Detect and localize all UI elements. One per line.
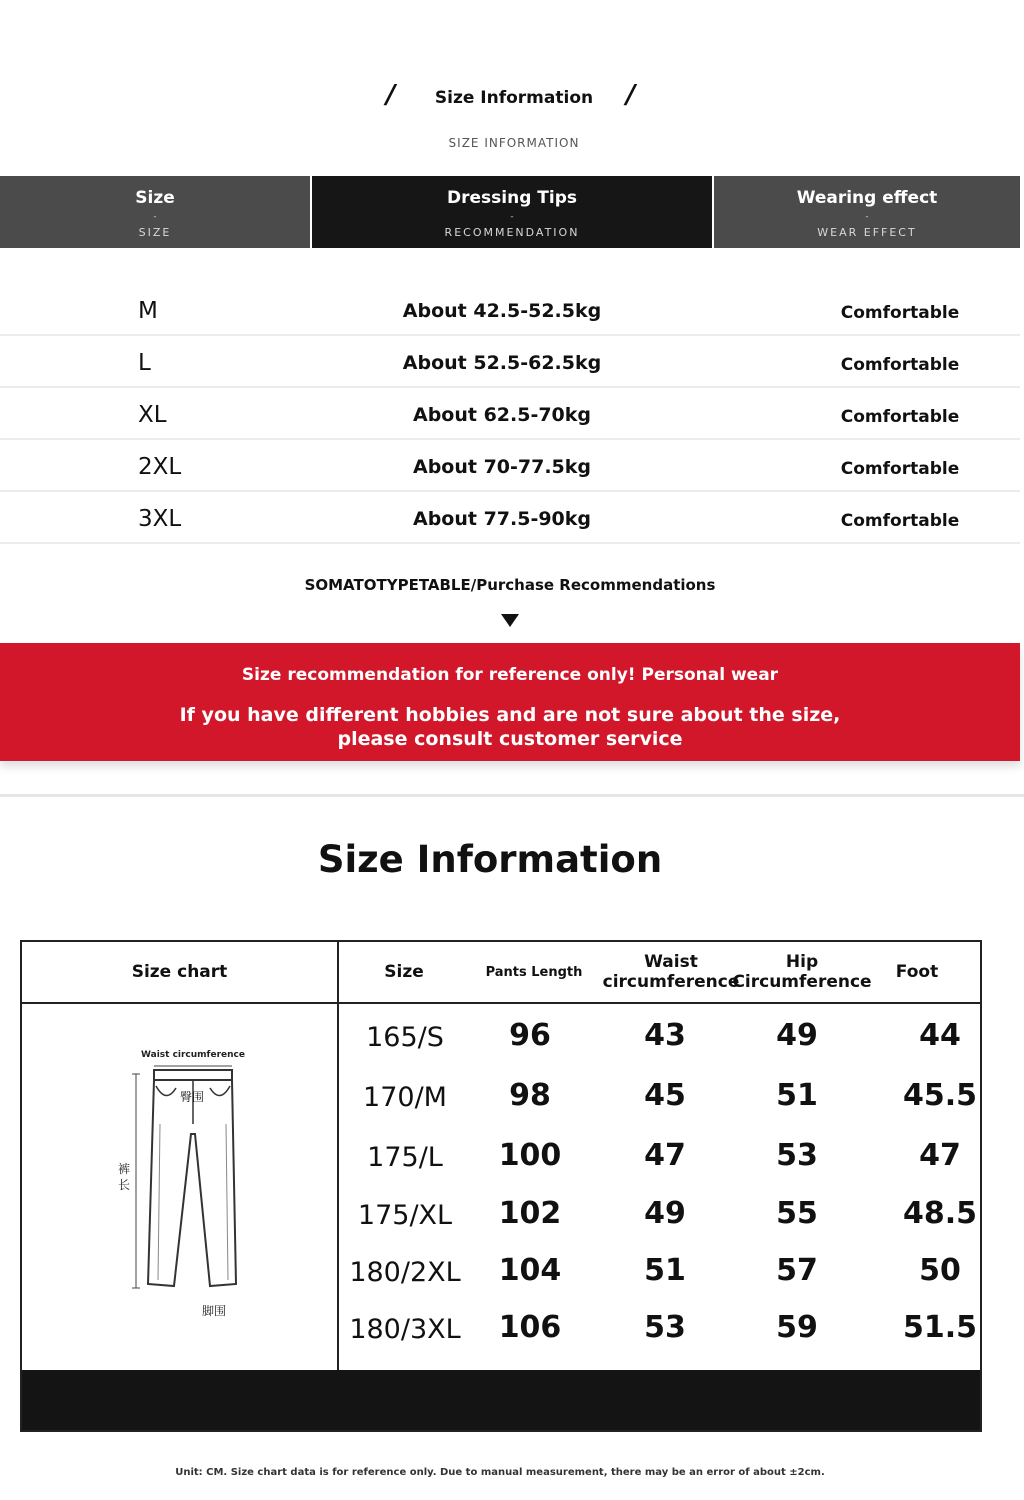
cell-length: 104 [498, 1253, 562, 1288]
banner-line-2b: please consult customer service [337, 728, 683, 750]
row-size: L [138, 350, 151, 376]
notice-banner [0, 643, 1020, 761]
somatotype-caption: SOMATOTYPETABLE/Purchase Recommendations [304, 576, 716, 594]
banner-line-2 [0, 703, 1020, 751]
row-size: M [138, 298, 158, 324]
th-size: Size [384, 962, 424, 982]
down-arrow-icon [501, 614, 519, 627]
cell-waist: 49 [644, 1196, 686, 1231]
cell-hip: 53 [776, 1138, 818, 1173]
cell-size: 170/M [363, 1082, 447, 1113]
row-weight: About 42.5-52.5kg [402, 300, 602, 322]
row-weight: About 62.5-70kg [412, 404, 592, 426]
header-size-dash: - [153, 212, 157, 222]
length-label-2: 长 [118, 1178, 131, 1192]
banner-line-2a: If you have different hobbies and are not sure about the size, [179, 704, 841, 726]
recommendation-row [0, 492, 1020, 544]
banner-line-1: Size recommendation for reference only! Personal wear [241, 665, 779, 685]
pants-diagram [118, 1050, 268, 1330]
size-data-row [340, 1298, 980, 1356]
cell-foot: 48.5 [902, 1196, 978, 1231]
waist-circumference-label: Waist circumference [141, 1050, 245, 1060]
hip-label: 臀围 [180, 1090, 205, 1104]
header-dressing-tips-dash: - [510, 212, 514, 222]
header-size-title: Size [135, 188, 175, 208]
row-effect: Comfortable [840, 355, 960, 375]
top-title: Size Information [434, 88, 594, 108]
table-footer-bar [22, 1370, 980, 1430]
header-size [0, 176, 310, 248]
row-size: XL [138, 402, 167, 428]
column-divider [337, 942, 339, 1370]
header-divider [22, 1002, 980, 1004]
recommendation-row [0, 336, 1020, 388]
th-size-chart: Size chart [131, 962, 228, 982]
cell-length: 102 [498, 1196, 562, 1231]
cell-size: 180/2XL [349, 1257, 461, 1288]
size-table [20, 940, 982, 1432]
recommendation-row [0, 284, 1020, 336]
top-heading [0, 0, 1024, 175]
cell-hip: 49 [776, 1018, 818, 1053]
header-wearing-effect-title: Wearing effect [796, 188, 938, 208]
th-foot: Foot [895, 962, 939, 982]
row-weight: About 70-77.5kg [412, 456, 592, 478]
size-information-title: Size Information [317, 838, 663, 881]
row-effect: Comfortable [840, 459, 960, 479]
header-wearing-effect [714, 176, 1020, 248]
header-dressing-tips-sub: RECOMMENDATION [444, 226, 580, 239]
cell-foot: 44 [919, 1018, 961, 1053]
header-size-sub: SIZE [138, 226, 172, 239]
cell-length: 100 [498, 1138, 562, 1173]
cell-waist: 43 [644, 1018, 686, 1053]
cell-hip: 55 [776, 1196, 818, 1231]
cell-length: 106 [498, 1310, 562, 1345]
row-effect: Comfortable [840, 511, 960, 531]
cell-size: 175/L [367, 1142, 443, 1173]
th-waist-line2: circumference [602, 972, 740, 992]
header-wearing-effect-dash: - [865, 212, 869, 222]
cell-hip: 59 [776, 1310, 818, 1345]
recommendation-row [0, 388, 1020, 440]
row-size: 2XL [138, 454, 182, 480]
row-weight: About 52.5-62.5kg [402, 352, 602, 374]
length-label-1: 裤 [118, 1162, 131, 1176]
cell-foot: 47 [919, 1138, 961, 1173]
section-divider [0, 794, 1024, 797]
row-size: 3XL [138, 506, 182, 532]
cell-size: 165/S [366, 1022, 444, 1053]
top-subtitle: SIZE INFORMATION [448, 136, 580, 150]
cell-foot: 45.5 [902, 1078, 978, 1113]
header-wearing-effect-sub: WEAR EFFECT [817, 226, 917, 239]
foot-label: 脚围 [202, 1304, 227, 1318]
cell-foot: 50 [919, 1253, 961, 1288]
slash-decoration-left: / [386, 80, 396, 110]
th-waist [602, 942, 740, 1002]
th-hip-line2: Circumference [732, 972, 872, 992]
header-dressing-tips [310, 176, 714, 248]
row-effect: Comfortable [840, 303, 960, 323]
cell-size: 175/XL [357, 1200, 453, 1231]
th-pants-length: Pants Length [485, 964, 583, 980]
cell-size: 180/3XL [349, 1314, 461, 1345]
size-data-row [340, 1184, 980, 1242]
row-weight: About 77.5-90kg [412, 508, 592, 530]
row-effect: Comfortable [840, 407, 960, 427]
size-data-row [340, 1126, 980, 1184]
cell-waist: 51 [644, 1253, 686, 1288]
cell-waist: 45 [644, 1078, 686, 1113]
th-waist-line1: Waist [644, 952, 698, 972]
size-data-row [340, 1241, 980, 1299]
cell-foot: 51.5 [902, 1310, 978, 1345]
unit-footnote: Unit: CM. Size chart data is for reference only. Due to manual measurement, there may be an error of about ±2cm. [175, 1467, 825, 1478]
cell-waist: 47 [644, 1138, 686, 1173]
th-hip-line1: Hip [785, 952, 819, 972]
size-data-row [340, 1006, 980, 1064]
recommendation-row [0, 440, 1020, 492]
cell-waist: 53 [644, 1310, 686, 1345]
recommendation-header-bar [0, 176, 1020, 248]
cell-hip: 51 [776, 1078, 818, 1113]
cell-hip: 57 [776, 1253, 818, 1288]
cell-length: 96 [509, 1018, 551, 1053]
th-hip [734, 942, 870, 1002]
slash-decoration-right: / [626, 80, 636, 110]
header-dressing-tips-title: Dressing Tips [447, 188, 577, 208]
cell-length: 98 [509, 1078, 551, 1113]
size-data-row [340, 1066, 980, 1124]
